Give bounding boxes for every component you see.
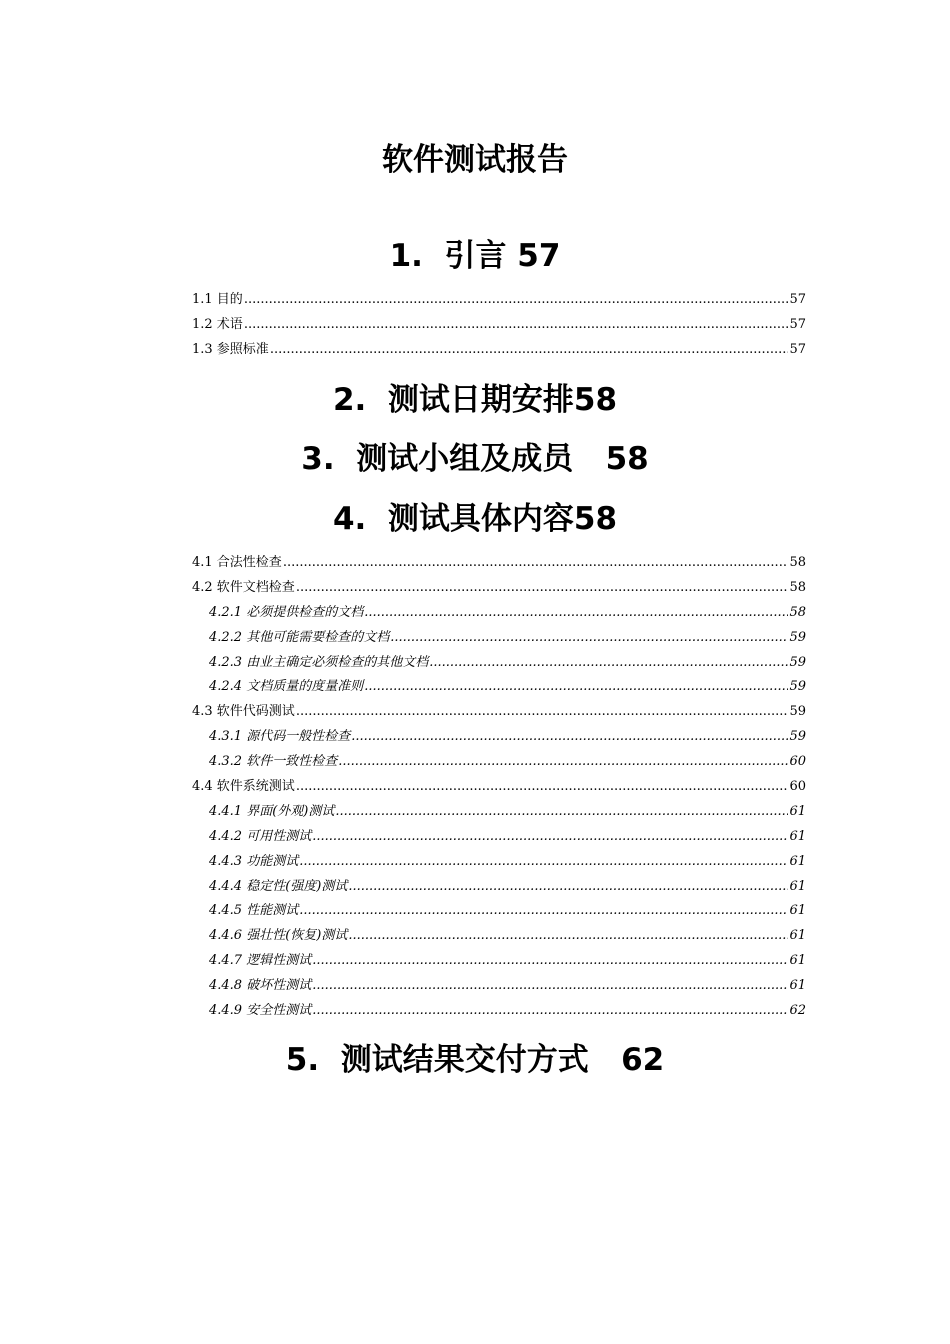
toc-entry-sub[interactable] [192, 850, 806, 875]
toc-entry-text: 4.4.6 强壮性(恢复)测试 [209, 928, 348, 944]
toc-entry-sub[interactable] [192, 675, 806, 700]
toc-dot-leader [296, 704, 789, 719]
chapter-heading-2: 2. 测试日期安排58 [332, 382, 618, 418]
toc-entry[interactable] [192, 313, 806, 338]
toc-dot-leader [312, 953, 788, 968]
toc-entry-page: 59 [789, 729, 806, 745]
toc-entry-page: 59 [789, 704, 806, 720]
toc-dot-leader [338, 754, 788, 769]
toc-dot-leader [312, 978, 788, 993]
toc-entry-text: 4.4.3 功能测试 [209, 853, 299, 869]
toc-entry-page: 61 [789, 878, 806, 894]
toc-entry-text: 4.3 软件代码测试 [192, 704, 295, 720]
toc-dot-leader [244, 292, 789, 307]
chapter-heading-4: 4. 测试具体内容58 [332, 501, 618, 537]
toc-entry-text: 1.2 术语 [192, 316, 243, 332]
chapter-heading-5: 5. 测试结果交付方式 62 [285, 1042, 665, 1078]
toc-entry[interactable] [192, 288, 806, 313]
toc-dot-leader [348, 928, 788, 943]
toc-dot-leader [296, 580, 789, 595]
toc-dot-leader [429, 655, 788, 670]
chapter-heading-1: 1. 引言 57 [389, 238, 561, 274]
toc-entry-text: 1.1 目的 [192, 292, 243, 307]
toc-entry-page: 57 [789, 316, 806, 332]
toc-dot-leader [390, 630, 788, 645]
toc-entry-page: 60 [789, 754, 806, 770]
toc-entry-sub[interactable] [192, 924, 806, 949]
toc-entry-sub[interactable] [192, 974, 806, 999]
toc-dot-leader [364, 605, 788, 620]
toc-dot-leader [335, 804, 788, 819]
toc-dot-leader [364, 679, 788, 694]
toc-entry[interactable] [192, 700, 806, 725]
toc-entry-text: 4.2.4 文档质量的度量准则 [209, 679, 364, 695]
toc-dot-leader [296, 779, 789, 794]
toc-list-chapter-1 [192, 288, 806, 363]
toc-entry-page: 58 [789, 604, 806, 620]
toc-entry-text: 4.3.2 软件一致性检查 [209, 754, 338, 770]
toc-entry-text: 4.4.9 安全性测试 [209, 1003, 312, 1019]
toc-entry-sub[interactable] [192, 626, 806, 651]
toc-entry-text: 4.4.7 逻辑性测试 [209, 953, 312, 969]
toc-entry-text: 4.1 合法性检查 [192, 555, 282, 570]
toc-entry-sub[interactable] [192, 651, 806, 676]
toc-entry-page: 60 [789, 779, 806, 795]
toc-dot-leader [312, 1003, 788, 1018]
toc-entry[interactable] [192, 551, 806, 576]
toc-entry-page: 61 [789, 803, 806, 819]
document-title: 软件测试报告 [382, 142, 568, 178]
toc-dot-leader [270, 342, 789, 357]
toc-list-chapter-4 [192, 551, 806, 1024]
chapter-heading-3: 3. 测试小组及成员 58 [301, 441, 649, 477]
toc-entry-text: 4.2.1 必须提供检查的文档 [209, 604, 364, 620]
toc-dot-leader [348, 879, 788, 894]
toc-entry[interactable] [192, 775, 806, 800]
toc-entry-text: 4.4.8 破坏性测试 [209, 978, 312, 994]
toc-entry-page: 59 [789, 629, 806, 645]
toc-entry[interactable] [192, 576, 806, 601]
toc-entry-sub[interactable] [192, 601, 806, 626]
toc-entry-text: 4.4.5 性能测试 [209, 903, 299, 919]
toc-entry-text: 4.4.4 稳定性(强度)测试 [209, 878, 348, 894]
toc-dot-leader [283, 555, 789, 570]
toc-entry-page: 57 [789, 341, 806, 357]
toc-dot-leader [244, 317, 789, 332]
toc-entry-page: 61 [789, 953, 806, 969]
toc-entry-text: 4.4.2 可用性测试 [209, 828, 312, 844]
toc-entry-page: 61 [789, 978, 806, 994]
toc-dot-leader [299, 854, 788, 869]
toc-entry-page: 62 [789, 1003, 806, 1019]
toc-entry-text: 4.3.1 源代码一般性检查 [209, 729, 351, 745]
toc-entry-sub[interactable] [192, 825, 806, 850]
toc-entry-page: 61 [789, 828, 806, 844]
toc-entry-sub[interactable] [192, 725, 806, 750]
toc-entry-page: 59 [789, 654, 806, 670]
toc-entry-sub[interactable] [192, 999, 806, 1024]
toc-entry-sub[interactable] [192, 875, 806, 900]
toc-entry-page: 57 [789, 292, 806, 307]
toc-entry-page: 58 [789, 555, 806, 570]
toc-entry-page: 61 [789, 853, 806, 869]
toc-entry-sub[interactable] [192, 800, 806, 825]
toc-entry-text: 4.2.3 由业主确定必须检查的其他文档 [209, 654, 429, 670]
toc-entry-text: 4.4.1 界面(外观)测试 [209, 803, 335, 819]
toc-dot-leader [312, 829, 788, 844]
toc-entry-sub[interactable] [192, 750, 806, 775]
toc-dot-leader [351, 729, 788, 744]
toc-entry-page: 61 [789, 928, 806, 944]
toc-entry-sub[interactable] [192, 899, 806, 924]
toc-entry-text: 4.2 软件文档检查 [192, 579, 295, 595]
toc-entry-sub[interactable] [192, 949, 806, 974]
toc-entry-page: 61 [789, 903, 806, 919]
toc-entry-text: 4.4 软件系统测试 [192, 779, 295, 795]
toc-dot-leader [299, 903, 788, 918]
toc-entry[interactable] [192, 338, 806, 363]
toc-entry-text: 4.2.2 其他可能需要检查的文档 [209, 629, 390, 645]
toc-entry-page: 58 [789, 579, 806, 595]
toc-entry-text: 1.3 参照标准 [192, 341, 269, 357]
toc-entry-page: 59 [789, 679, 806, 695]
